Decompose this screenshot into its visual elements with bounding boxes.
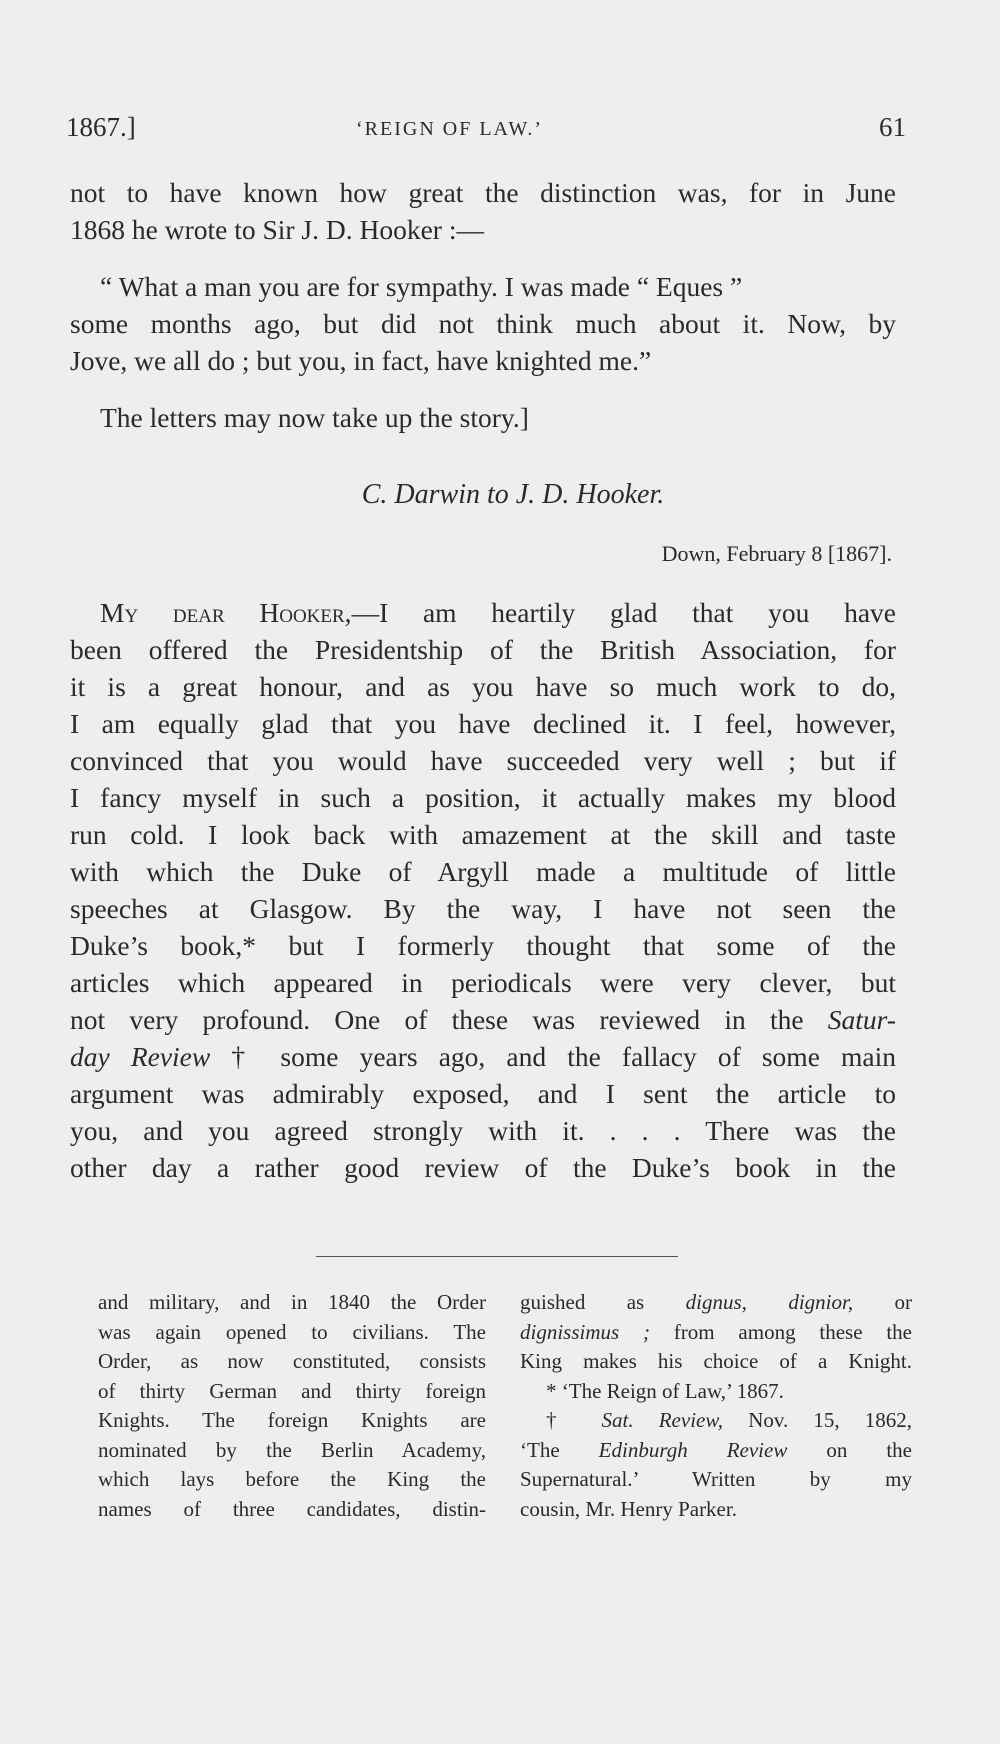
footnote-line (520, 1318, 912, 1348)
italic-run: Satur- (827, 1004, 896, 1035)
page-number: 61 (879, 112, 906, 142)
footnote-line: which lays before the King the (98, 1467, 486, 1491)
footnote-line: and military, and in 1840 the Order (98, 1290, 486, 1314)
letter-first-line: —I am heartily glad that you have (351, 597, 896, 628)
quotation (70, 268, 896, 379)
text-run: guished as (520, 1290, 686, 1314)
text-run: not very profound. One of these was reviewed in the (70, 1004, 828, 1035)
letter-line (70, 1038, 896, 1075)
text-run (747, 1290, 788, 1314)
text-run: ‘The (520, 1437, 599, 1462)
footnote-line (520, 1406, 912, 1436)
italic-run: dignus, (685, 1290, 747, 1314)
footnote-line (520, 1288, 912, 1318)
footnote-reign-of-law: * ‘The Reign of Law,’ 1867. (546, 1378, 784, 1403)
italic-run: dignissimus ; (520, 1319, 650, 1344)
letter-heading: C. Darwin to J. D. Hooker. (361, 479, 665, 510)
footnote-line: nominated by the Berlin Academy, (98, 1437, 486, 1462)
text-run: Nov. 15, 1862, (723, 1408, 912, 1432)
story-line: The letters may now take up the story.] (100, 402, 529, 433)
letter-line: you, and you agreed strongly with it. . . . There was the (70, 1115, 896, 1146)
letter-line: with which the Duke of Argyll made a multitude of little (70, 856, 896, 887)
quote-line: some months ago, but did not think much about it. Now, by (70, 308, 896, 339)
footnote-column-right (520, 1288, 912, 1524)
letter-body (70, 594, 896, 1186)
text-run: † some years ago, and the fallacy of some main (210, 1041, 896, 1072)
letter-line (70, 1001, 896, 1038)
footnote-line: was again opened to civilians. The (98, 1319, 486, 1344)
letter-line: other day a rather good review of the Duke’s book in the (70, 1152, 896, 1183)
letter-line (70, 594, 896, 631)
italic-run: dignior, (788, 1290, 854, 1314)
footnote-line: cousin, Mr. Henry Parker. (520, 1496, 737, 1521)
letter-line: run cold. I look back with amazement at the skill and taste (70, 819, 896, 850)
text-run: from among these the (650, 1319, 913, 1344)
footnote-line (520, 1436, 912, 1466)
italic-run: Edinburgh Review (598, 1437, 788, 1462)
letter-line: it is a great honour, and as you have so much work to do, (70, 671, 896, 702)
footnote-line: names of three candidates, distin- (98, 1496, 486, 1521)
letter-line: convinced that you would have succeeded very well ; but if (70, 745, 896, 776)
text-run: on the (787, 1437, 912, 1462)
text-line: 1868 he wrote to Sir J. D. Hooker :— (70, 214, 484, 245)
running-header (66, 112, 906, 152)
quote-line: Jove, we all do ; but you, in fact, have knighted me.” (70, 345, 652, 376)
italic-run: day Review (70, 1041, 211, 1072)
letter-line: speeches at Glasgow. By the way, I have not seen the (70, 893, 896, 924)
text-run: † (546, 1408, 602, 1432)
main-text (70, 174, 896, 1186)
italic-run: Sat. Review, (601, 1408, 724, 1432)
salutation: My dear Hooker, (100, 597, 352, 628)
footnote-line: of thirty German and thirty foreign (98, 1378, 486, 1403)
footnote-line: Supernatural.’ Written by my (520, 1467, 912, 1491)
footnote-line: Knights. The foreign Knights are (98, 1408, 486, 1432)
header-title: ‘REIGN OF LAW.’ (356, 118, 544, 140)
letter-line: Duke’s book,* but I formerly thought that some of the (70, 930, 896, 961)
text-line: not to have known how great the distinction was, for in June (70, 177, 896, 208)
letter-line: I fancy myself in such a position, it actually makes my blood (70, 782, 896, 813)
footnote-divider (316, 1256, 678, 1257)
quote-line: “ What a man you are for sympathy. I was made “ Eques ” (100, 271, 743, 302)
footnote-column-left (98, 1288, 486, 1524)
header-year: 1867.] (66, 112, 136, 142)
letter-line: been offered the Presidentship of the British Association, for (70, 634, 896, 665)
footnote-line: Order, as now constituted, consists (98, 1349, 486, 1373)
letter-line: argument was admirably exposed, and I sent the article to (70, 1078, 896, 1109)
letter-dateline: Down, February 8 [1867]. (661, 541, 892, 566)
text-run: or (853, 1290, 913, 1314)
footnote-line: King makes his choice of a Knight. (520, 1349, 912, 1373)
letter-line: articles which appeared in periodicals were very clever, but (70, 967, 896, 998)
letter-line: I am equally glad that you have declined it. I feel, however, (70, 708, 896, 739)
